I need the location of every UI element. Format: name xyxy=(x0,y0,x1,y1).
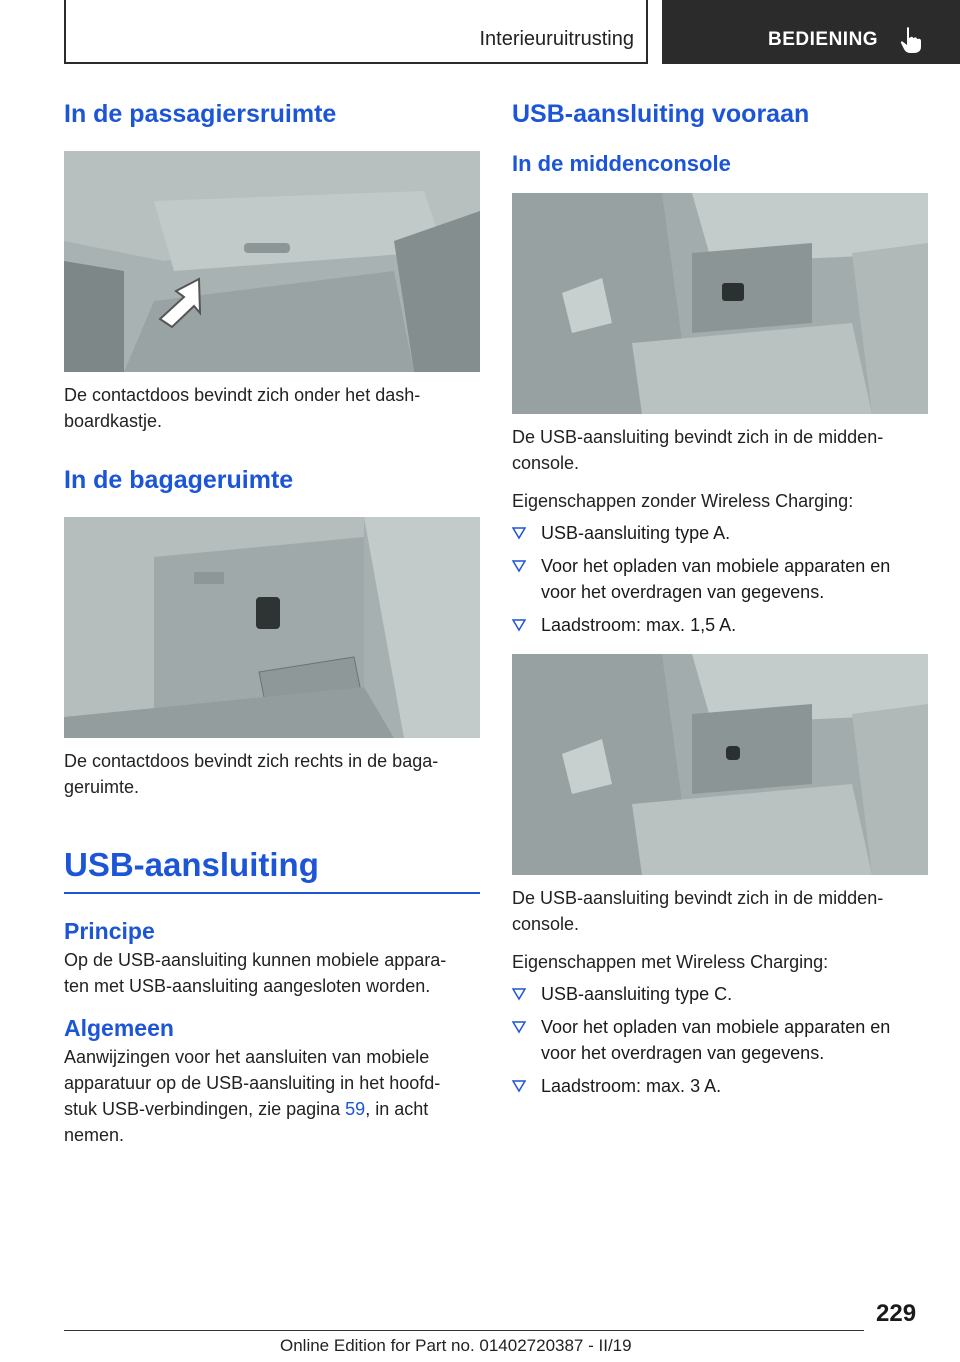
chapter-title-usb: USB-aansluiting xyxy=(64,846,480,894)
bullet-triangle-icon xyxy=(512,559,526,573)
image-console-usb-c xyxy=(512,654,928,875)
page-number: 229 xyxy=(876,1300,917,1327)
bullet-triangle-icon xyxy=(512,618,526,632)
text-bagageruimte: De contactdoos bevindt zich rechts in de baga- geruimte. xyxy=(64,751,439,797)
heading-usb-vooraan: USB-aansluiting vooraan xyxy=(512,100,810,128)
left-column xyxy=(64,100,480,1148)
list-item xyxy=(512,1014,928,1066)
list-item xyxy=(512,612,928,638)
header-section-title: Interieuruitrusting xyxy=(479,28,634,50)
text-eigenschappen-met: Eigenschappen met Wireless Charging: xyxy=(512,952,829,972)
heading-bagageruimte: In de bagageruimte xyxy=(64,466,294,494)
list-item-text: USB-aansluiting type C. xyxy=(541,984,733,1004)
list-item-text: USB-aansluiting type A. xyxy=(541,523,731,543)
heading-algemeen: Algemeen xyxy=(64,1015,174,1041)
bullet-triangle-icon xyxy=(512,987,526,1001)
bullet-triangle-icon xyxy=(512,1020,526,1034)
list-item-text: Voor het opladen van mobiele apparaten en voor het overdragen van gegevens. xyxy=(541,556,891,602)
right-column xyxy=(512,100,928,1106)
list-item-text: Voor het opladen van mobiele apparaten en voor het overdragen van gegevens. xyxy=(541,1017,891,1063)
text-principe: Op de USB-aansluiting kunnen mobiele appara- ten met USB-aansluiting aangesloten worden. xyxy=(64,950,447,996)
list-item xyxy=(512,553,928,605)
list-item xyxy=(512,520,928,546)
header-section-box xyxy=(64,0,648,64)
text-passagiersruimte: De contactdoos bevindt zich onder het dash- boardkastje. xyxy=(64,385,421,431)
heading-middenconsole: In de middenconsole xyxy=(512,151,731,176)
bullet-triangle-icon xyxy=(512,526,526,540)
header-chapter-tab xyxy=(662,0,960,64)
list-item-text: Laadstroom: max. 1,5 A. xyxy=(541,615,737,635)
header-chapter-label: BEDIENING xyxy=(768,29,879,50)
list-met-wireless xyxy=(512,981,928,1099)
list-zonder-wireless xyxy=(512,520,928,638)
list-item xyxy=(512,981,928,1007)
page-link[interactable]: 59 xyxy=(345,1099,366,1119)
bullet-triangle-icon xyxy=(512,1079,526,1093)
text-algemeen-part1: Aanwijzingen voor het aansluiten van mobiele apparatuur op de USB-aansluiting in het hoofd- stuk USB-verbindingen, zie pagina xyxy=(64,1047,441,1119)
list-item-text: Laadstroom: max. 3 A. xyxy=(541,1076,722,1096)
text-algemeen xyxy=(64,1044,480,1148)
text-middenconsole-1: De USB-aansluiting bevindt zich in de midden- console. xyxy=(512,427,884,473)
list-item xyxy=(512,1073,928,1099)
heading-passagiersruimte: In de passagiersruimte xyxy=(64,100,337,128)
image-console-usb-a xyxy=(512,193,928,414)
text-middenconsole-2: De USB-aansluiting bevindt zich in de midden- console. xyxy=(512,888,884,934)
heading-principe: Principe xyxy=(64,918,155,944)
pointing-hand-icon xyxy=(898,26,924,54)
text-eigenschappen-zonder: Eigenschappen zonder Wireless Charging: xyxy=(512,491,854,511)
image-trunk-socket xyxy=(64,517,480,738)
footer-edition: Online Edition for Part no. 01402720387 - II/19 xyxy=(280,1336,632,1355)
image-dashboard-socket xyxy=(64,151,480,372)
text-algemeen-part2: , in acht nemen. xyxy=(64,1099,429,1145)
footer-divider xyxy=(64,1330,864,1331)
